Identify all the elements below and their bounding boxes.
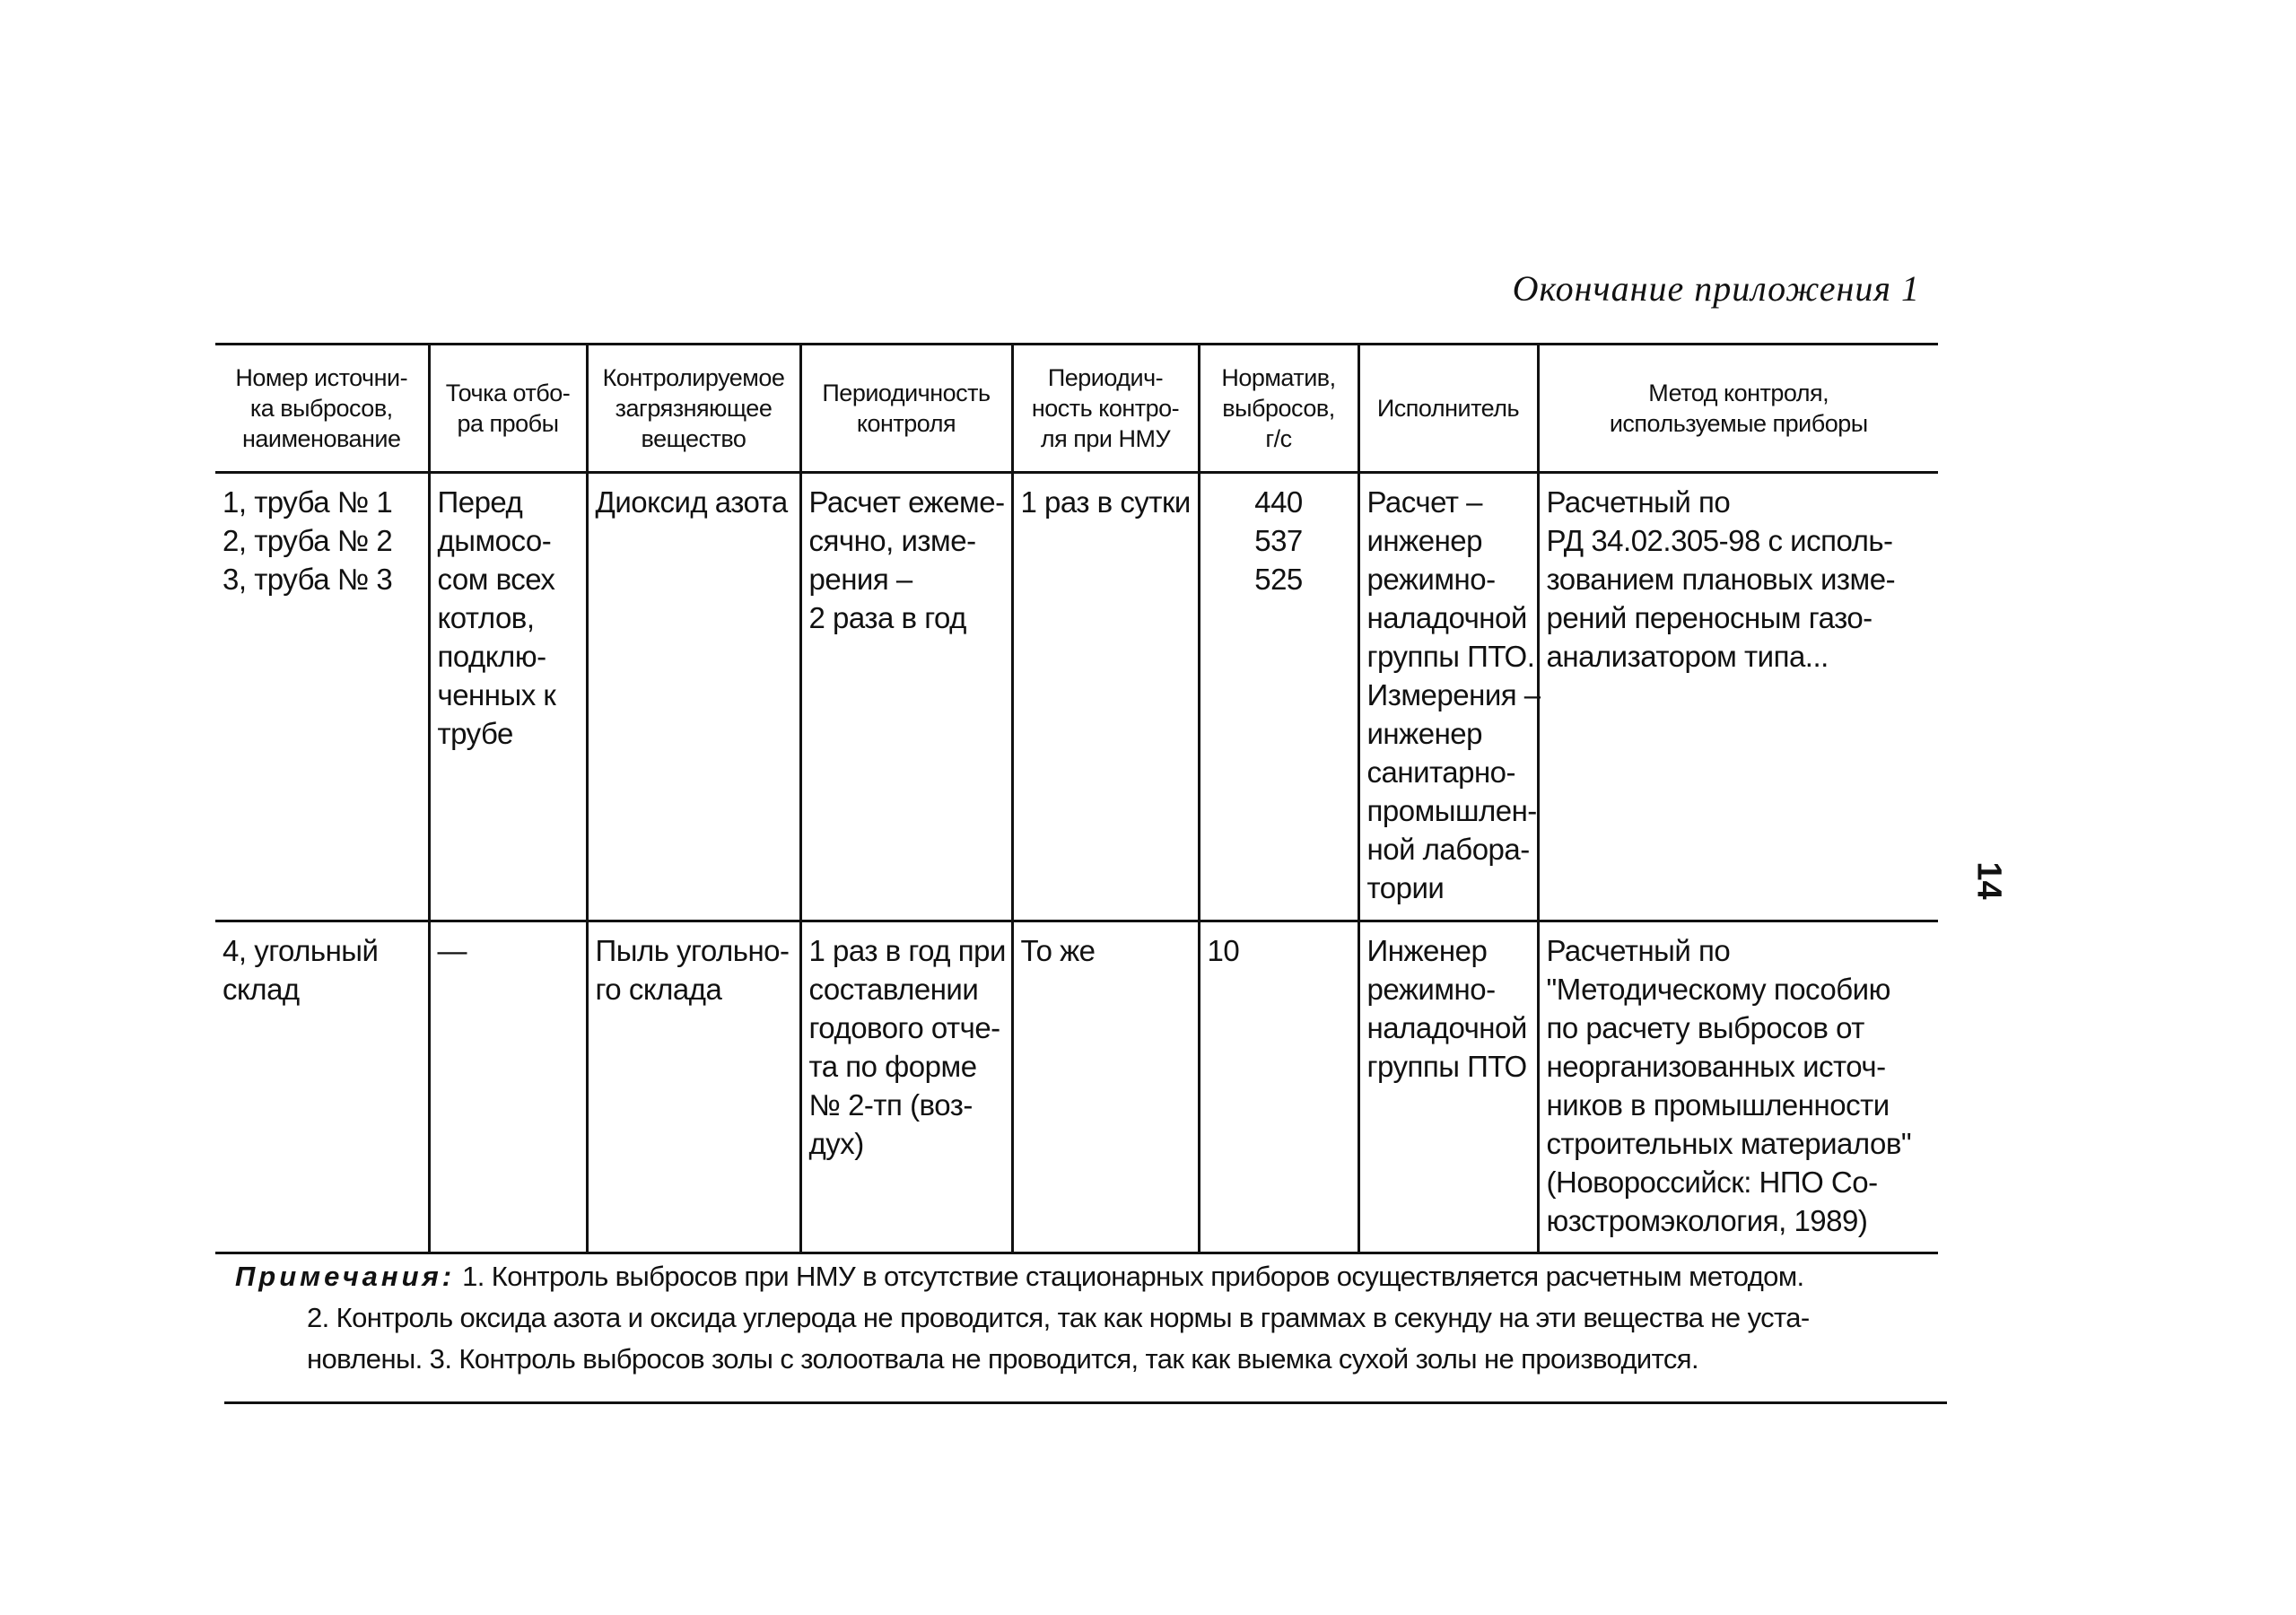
cell-line: 1 раз в год при (808, 934, 1006, 967)
header-line: ля при НМУ (1040, 425, 1171, 452)
cell-line: рений переносным газо- (1546, 601, 1873, 634)
header-line: используемые приборы (1609, 410, 1868, 437)
cell-sampling-point (429, 473, 587, 921)
cell-line: годового отче- (808, 1011, 1000, 1044)
header-line: ность контро- (1031, 395, 1180, 422)
cell-line: наладочной (1366, 601, 1527, 634)
header-line: ра пробы (457, 410, 559, 437)
header-line: Исполнитель (1376, 395, 1520, 422)
cell-line: сячно, изме- (808, 524, 976, 557)
cell-line: наладочной (1366, 1011, 1527, 1044)
cell-line: Расчетный по (1546, 934, 1731, 967)
cell-substance (587, 473, 800, 921)
cell-method (1538, 473, 1938, 921)
cell-line: Расчет ежеме- (808, 485, 1005, 519)
header-line: контроля (856, 410, 956, 437)
cell-line: строительных материалов" (1546, 1127, 1912, 1160)
note-1: 1. Контроль выбросов при НМУ в отсутствие стационарных приборов осуществляется расчетным методом. (462, 1261, 1804, 1292)
header-periodicity (800, 345, 1012, 473)
cell-line: котлов, (437, 601, 535, 634)
cell-line: РД 34.02.305-98 с исполь- (1546, 524, 1893, 557)
header-executor (1358, 345, 1538, 473)
notes-label: Примечания: (235, 1261, 456, 1292)
cell-line: режимно- (1366, 973, 1496, 1006)
cell-line: 537 (1254, 524, 1303, 557)
table-body (215, 473, 1938, 1253)
cell-method (1538, 921, 1938, 1253)
note-3: новлены. 3. Контроль выбросов золы с золоотвала не проводится, так как выемка сухой золы не производится. (307, 1343, 1698, 1375)
cell-substance (587, 921, 800, 1253)
cell-periodicity (800, 921, 1012, 1253)
table-row (215, 473, 1938, 921)
header-source (215, 345, 429, 473)
cell-line: 3, труба № 3 (223, 563, 393, 596)
table-row (215, 921, 1938, 1253)
table-header (215, 345, 1938, 473)
header-line: Контролируемое (602, 364, 785, 391)
cell-line: Измерения – (1366, 678, 1541, 711)
cell-line: дух) (808, 1127, 864, 1160)
header-line: Норматив, (1221, 364, 1336, 391)
cell-source (215, 921, 429, 1253)
cell-line: неорганизованных источ- (1546, 1050, 1886, 1083)
page-number: 14 (1969, 861, 2008, 900)
cell-line: группы ПТО (1366, 1050, 1527, 1083)
cell-line: Пыль угольно- (595, 934, 790, 967)
cell-line: подклю- (437, 640, 546, 673)
notes (235, 1256, 1922, 1380)
cell-line: трубе (437, 717, 513, 750)
bottom-rule (224, 1401, 1947, 1404)
cell-line: инженер (1366, 717, 1483, 750)
cell-line: ченных к (437, 678, 556, 711)
header-line: наименование (241, 425, 401, 452)
note-2: 2. Контроль оксида азота и оксида углерода не проводится, так как нормы в граммах в секунду на эти вещества не уста- (307, 1302, 1810, 1333)
cell-line: тории (1366, 871, 1445, 904)
cell-line: Инженер (1366, 934, 1488, 967)
cell-periodicity-nmu (1012, 921, 1199, 1253)
header-line: Периодичность (822, 380, 991, 406)
cell-line: зованием плановых изме- (1546, 563, 1896, 596)
cell-line: 1, труба № 1 (223, 485, 393, 519)
cell-line: № 2-тп (воз- (808, 1088, 973, 1122)
cell-sampling-point (429, 921, 587, 1253)
header-line: выбросов, (1222, 395, 1335, 422)
header-line: г/с (1265, 425, 1292, 452)
cell-line: ной лабора- (1366, 833, 1530, 866)
cell-norm (1199, 473, 1358, 921)
header-sampling-point (429, 345, 587, 473)
header-line: Периодич- (1047, 364, 1164, 391)
cell-line: Перед (437, 485, 523, 519)
cell-line: То же (1020, 934, 1096, 967)
page-heading: Окончание приложения 1 (1512, 268, 1920, 309)
cell-line: дымосо- (437, 524, 552, 557)
cell-line: режимно- (1366, 563, 1496, 596)
cell-line: составлении (808, 973, 979, 1006)
header-line: ка выбросов, (249, 395, 393, 422)
cell-line: 4, угольный (223, 934, 379, 967)
header-periodicity-nmu (1012, 345, 1199, 473)
cell-line: по расчету выбросов от (1546, 1011, 1864, 1044)
cell-line: 440 (1254, 485, 1303, 519)
cell-norm (1199, 921, 1358, 1253)
cell-line: инженер (1366, 524, 1483, 557)
cell-executor (1358, 921, 1538, 1253)
cell-line: Расчет – (1366, 485, 1482, 519)
emissions-control-table (215, 343, 1938, 1254)
cell-line: го склада (595, 973, 722, 1006)
cell-line: (Новороссийск: НПО Со- (1546, 1165, 1878, 1199)
cell-line: юзстромэкология, 1989) (1546, 1204, 1868, 1237)
header-row (215, 345, 1938, 473)
cell-line: "Методическому пособию (1546, 973, 1890, 1006)
cell-line: рения – (808, 563, 912, 596)
cell-periodicity (800, 473, 1012, 921)
header-line: вещество (641, 425, 746, 452)
header-line: загрязняющее (615, 395, 773, 422)
cell-line: склад (223, 973, 300, 1006)
cell-line: — (437, 934, 467, 967)
cell-line: 2 раза в год (808, 601, 966, 634)
cell-executor (1358, 473, 1541, 921)
cell-line: санитарно- (1366, 755, 1516, 789)
cell-line: Диоксид азота (595, 485, 788, 519)
header-norm (1199, 345, 1358, 473)
header-line: Точка отбо- (445, 380, 571, 406)
cell-line: 10 (1207, 934, 1240, 967)
cell-line: анализатором типа... (1546, 640, 1829, 673)
cell-line: ников в промышленности (1546, 1088, 1890, 1122)
notes-line-1 (235, 1256, 1922, 1297)
cell-line: промышлен- (1366, 794, 1537, 827)
cell-periodicity-nmu (1012, 473, 1199, 921)
cell-line: 1 раз в сутки (1020, 485, 1191, 519)
cell-line: 2, труба № 2 (223, 524, 393, 557)
header-method (1538, 345, 1938, 473)
cell-line: Расчетный по (1546, 485, 1731, 519)
header-substance (587, 345, 800, 473)
cell-line: группы ПТО. (1366, 640, 1535, 673)
cell-source (215, 473, 429, 921)
cell-line: 525 (1254, 563, 1303, 596)
header-line: Номер источни- (235, 364, 408, 391)
header-line: Метод контроля, (1648, 380, 1829, 406)
cell-line: сом всех (437, 563, 555, 596)
cell-line: та по форме (808, 1050, 977, 1083)
